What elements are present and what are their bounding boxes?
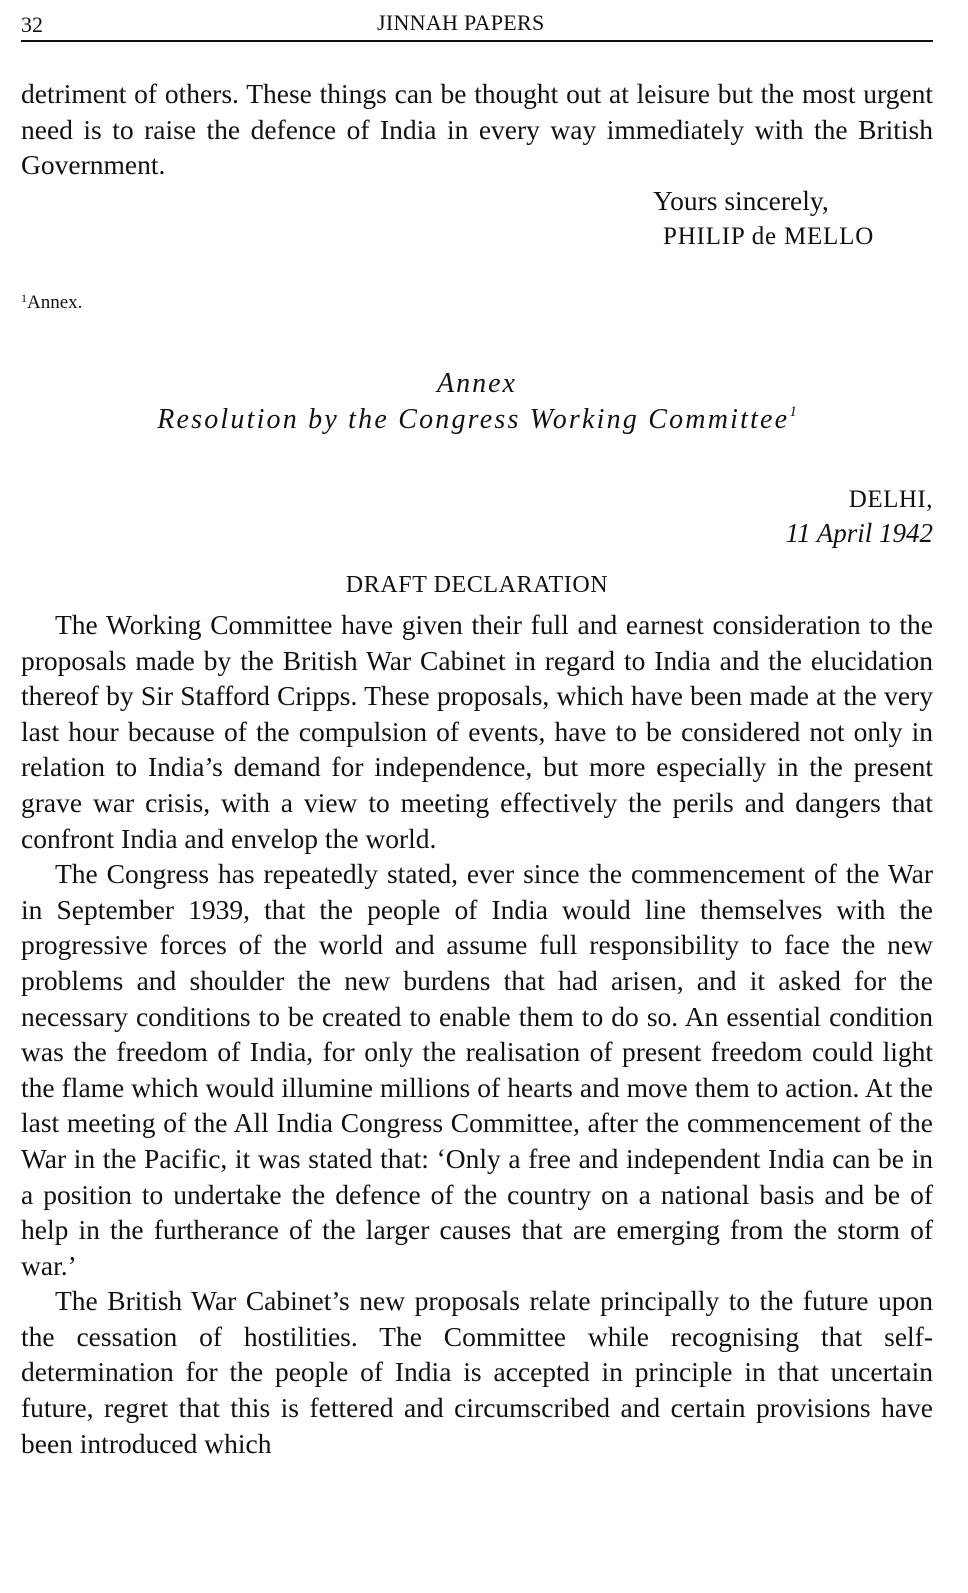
- declaration-paragraph: The Working Committee have given their full and earnest consideration to the proposals made by the British War Cabinet in regard to India and the elucidation thereof by Sir Stafford Cripps. These proposals, which have been made at the very last hour because of the compulsion of events, have to be considered not only in relation to India’s demand for independence, but more especially in the present grave war crisis, with a view to meeting effectively the perils and dangers that confront India and envelop the world.: [21, 609, 933, 854]
- letter-closing-paragraph: [21, 76, 933, 183]
- page-header: [21, 6, 933, 36]
- letter-closing-text: detriment of others. These things can be thought out at leisure but the most urgent need is to raise the defence of India in every way immediately with the British Government.: [21, 78, 933, 181]
- declaration-body: [21, 607, 933, 1461]
- footnote-marker: 1: [21, 291, 27, 305]
- annex-date: 11 April 1942: [785, 518, 933, 548]
- annex-place: DELHI,: [848, 486, 933, 513]
- page-number: 32: [21, 12, 43, 37]
- footnote: [21, 291, 82, 314]
- annex-footnote-marker: 1: [789, 404, 797, 420]
- annex-subtitle: [21, 404, 933, 436]
- declaration-paragraph: The British War Cabinet’s new proposals relate principally to the future upon the cessation of hostilities. The Committee while recognising that self-determination for the people of India is accepted in principle in that uncertain future, regret that this is fettered and circumscribed and certain provisions have been introduced which: [21, 1285, 933, 1459]
- annex-subtitle-text: Resolution by the Congress Working Committee: [157, 404, 790, 435]
- letter-signatory: PHILIP de MELLO: [663, 223, 875, 250]
- section-heading: DRAFT DECLARATION: [345, 572, 609, 598]
- footnote-text: Annex.: [27, 292, 83, 313]
- header-rule: [21, 40, 933, 42]
- letter-sign-off: Yours sincerely,: [653, 185, 829, 216]
- declaration-paragraph: The Congress has repeatedly stated, ever since the commencement of the War in September 1939, that the people of India would line themselves with the progressive forces of the world and assume full responsibility to face the new problems and shoulder the new burdens that had arisen, and it asked for the necessary conditions to be created to enable them to do so. An essential condition was the freedom of India, for only the realisation of present freedom could light the flame which would illumine millions of hearts and move them to action. At the last meeting of the All India Congress Committee, after the commencement of the War in the Pacific, it was stated that: ‘Only a free and independent India can be in a position to undertake the defence of the country on a national basis and be of help in the furtherance of the larger causes that are emerging from the storm of war.’: [21, 858, 933, 1281]
- running-title: JINNAH PAPERS: [377, 10, 545, 35]
- annex-title: Annex: [437, 368, 517, 399]
